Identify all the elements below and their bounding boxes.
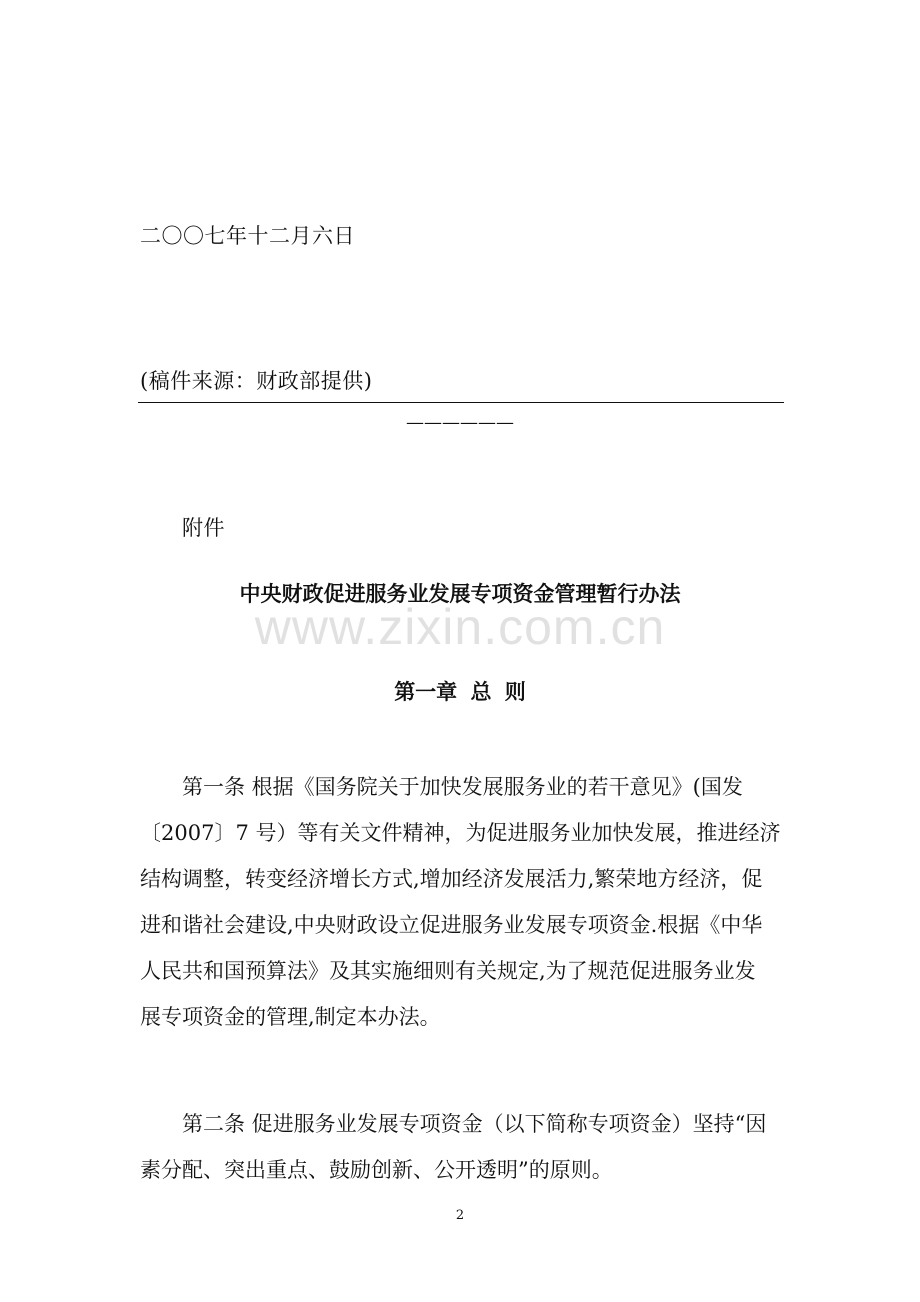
article-line: 第二条 促进服务业发展专项资金（以下简称专项资金）坚持“因 xyxy=(182,1112,767,1136)
article-line: 展专项资金的管理,制定本办法。 xyxy=(140,1005,441,1029)
article-line: 进和谐社会建设,中央财政设立促进服务业发展专项资金.根据《中华 xyxy=(140,913,763,937)
article-line: 素分配、突出重点、鼓励创新、公开透明”的原则。 xyxy=(140,1158,613,1182)
document-source: (稿件来源：财政部提供) xyxy=(140,369,373,393)
article-line: 结构调整，转变经济增长方式,增加经济发展活力,繁荣地方经济，促 xyxy=(140,867,763,891)
article-line: 人民共和国预算法》及其实施细则有关规定,为了规范促进服务业发 xyxy=(140,959,756,983)
article-line: 第一条 根据《国务院关于加快发展服务业的若干意见》(国发 xyxy=(182,775,743,799)
document-date: 二〇〇七年十二月六日 xyxy=(140,224,355,248)
chapter-heading: 第一章 总 则 xyxy=(394,680,526,704)
attachment-label: 附件 xyxy=(182,516,225,540)
separator-dashes: —————— xyxy=(406,412,514,433)
article-line: 〔2007〕7 号）等有关文件精神，为促进服务业加快发展，推进经济 xyxy=(140,821,780,845)
watermark: www.zixin.com.cn xyxy=(254,599,666,655)
article-1 xyxy=(140,764,780,1040)
document-title: 中央财政促进服务业发展专项资金管理暂行办法 xyxy=(239,582,681,606)
page-number: 2 xyxy=(455,1208,465,1223)
horizontal-rule xyxy=(138,402,784,403)
article-2 xyxy=(140,1101,780,1193)
